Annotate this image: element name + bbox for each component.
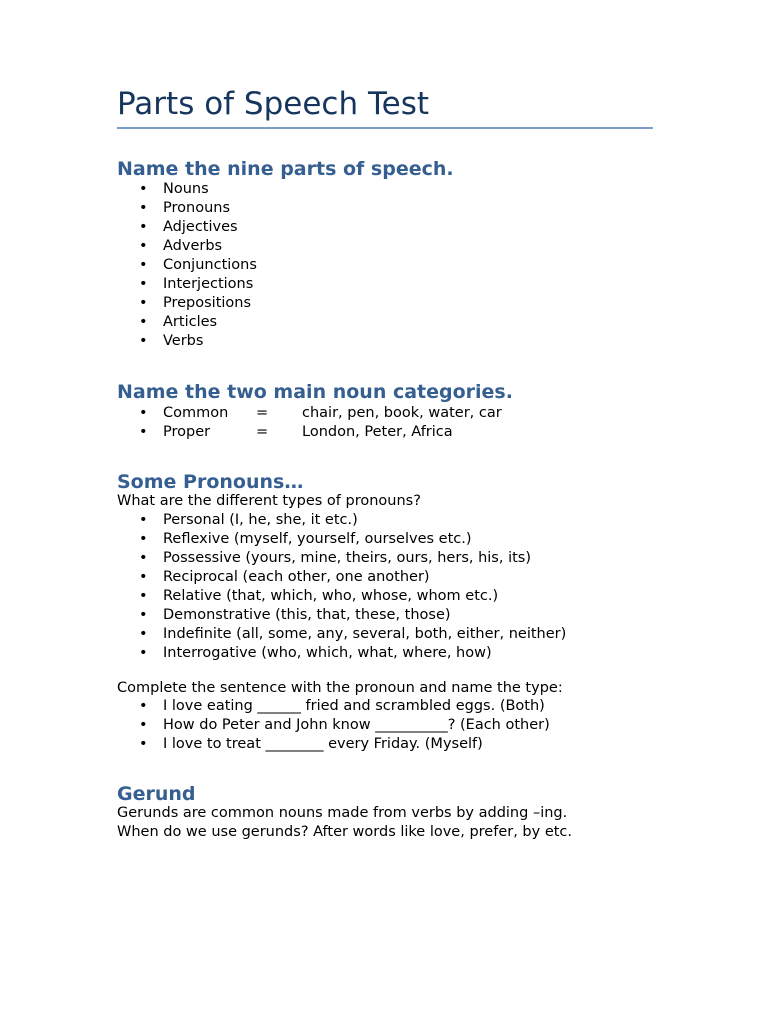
list-item: • How do Peter and John know __________? (Each other): [139, 717, 550, 733]
parts-of-speech-list: [117, 180, 257, 351]
pronoun-types-question: What are the different types of pronouns?: [117, 493, 421, 509]
gerund-definition: Gerunds are common nouns made from verbs by adding –ing.: [117, 805, 568, 821]
section-heading-pronouns: Some Pronouns…: [117, 471, 304, 493]
gerund-usage: When do we use gerunds? After words like love, prefer, by etc.: [117, 824, 573, 840]
bullet-icon: •: [139, 531, 148, 547]
bullet-icon: •: [139, 607, 148, 623]
bullet-icon: •: [139, 219, 148, 235]
noun-categories-list: [117, 404, 502, 442]
bullet-icon: •: [139, 645, 148, 661]
bullet-icon: •: [139, 405, 148, 421]
list-item: • Reciprocal (each other, one another): [139, 569, 430, 585]
list-item: • Adjectives: [139, 219, 238, 235]
list-item: • Verbs: [139, 333, 204, 349]
list-item: • Indefinite (all, some, any, several, both, either, neither): [139, 626, 567, 642]
title-divider: [117, 127, 653, 129]
exercise-list: [117, 697, 550, 754]
bullet-icon: •: [139, 200, 148, 216]
exercise-instructions: Complete the sentence with the pronoun and name the type:: [117, 680, 563, 696]
section-heading-gerund: Gerund: [117, 783, 196, 805]
bullet-icon: •: [139, 424, 148, 440]
document-title: Parts of Speech Test: [117, 86, 430, 122]
list-item: • Interrogative (who, which, what, where, how): [139, 645, 492, 661]
bullet-icon: •: [139, 698, 148, 714]
list-item: • Common = chair, pen, book, water, car: [139, 405, 502, 421]
pronoun-types-list: [117, 511, 566, 663]
list-item: • Personal (I, he, she, it etc.): [139, 512, 358, 528]
bullet-icon: •: [139, 333, 148, 349]
list-item: • Nouns: [139, 181, 209, 197]
bullet-icon: •: [139, 276, 148, 292]
bullet-icon: •: [139, 295, 148, 311]
bullet-icon: •: [139, 736, 148, 752]
list-item: • Articles: [139, 314, 218, 330]
bullet-icon: •: [139, 550, 148, 566]
bullet-icon: •: [139, 569, 148, 585]
list-item: • Reflexive (myself, yourself, ourselves etc.): [139, 531, 472, 547]
list-item: • Possessive (yours, mine, theirs, ours, hers, his, its): [139, 550, 532, 566]
bullet-icon: •: [139, 717, 148, 733]
list-item: • Pronouns: [139, 200, 230, 216]
list-item: • Adverbs: [139, 238, 223, 254]
list-item: • Interjections: [139, 276, 254, 292]
list-item: • Proper = London, Peter, Africa: [139, 424, 453, 440]
list-item: • Conjunctions: [139, 257, 257, 273]
bullet-icon: •: [139, 626, 148, 642]
bullet-icon: •: [139, 257, 148, 273]
bullet-icon: •: [139, 238, 148, 254]
list-item: • I love to treat ________ every Friday. (Myself): [139, 736, 483, 752]
list-item: • I love eating ______ fried and scrambled eggs. (Both): [139, 698, 545, 714]
list-item: • Demonstrative (this, that, these, those): [139, 607, 451, 623]
bullet-icon: •: [139, 314, 148, 330]
bullet-icon: •: [139, 512, 148, 528]
section-heading-noun-categories: Name the two main noun categories.: [117, 381, 513, 403]
list-item: • Prepositions: [139, 295, 252, 311]
bullet-icon: •: [139, 588, 148, 604]
list-item: • Relative (that, which, who, whose, whom etc.): [139, 588, 499, 604]
section-heading-parts-of-speech: Name the nine parts of speech.: [117, 158, 454, 180]
bullet-icon: •: [139, 181, 148, 197]
